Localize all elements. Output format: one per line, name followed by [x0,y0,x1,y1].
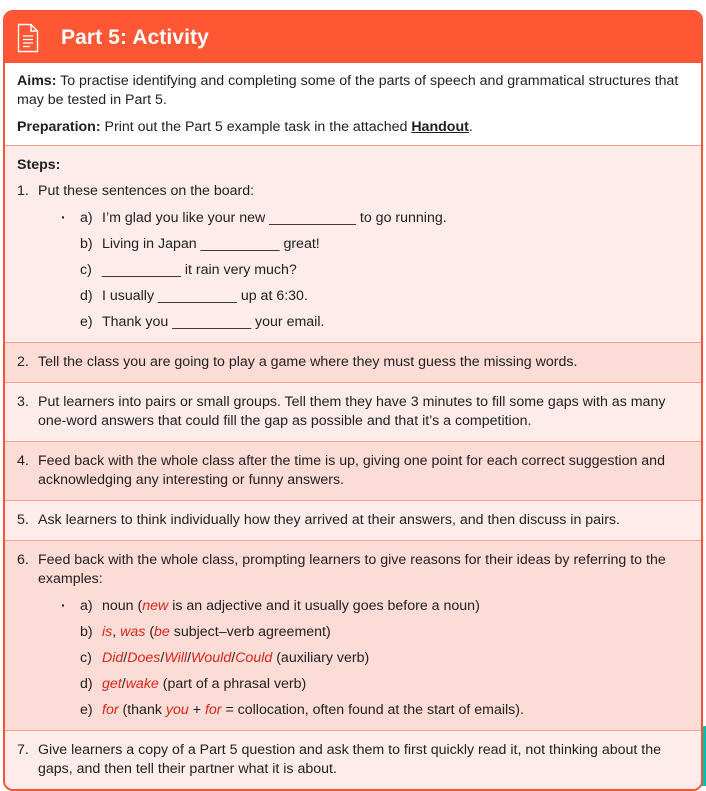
answer-word: for [102,702,119,718]
step-text: Ask learners to think individually how they arrived at their answers, and then discuss in pairs. [38,512,620,528]
card-title: Part 5: Activity [61,25,209,49]
preparation-paragraph [17,118,689,137]
aims-paragraph [17,72,689,110]
step-text: Feed back with the whole class after the time is up, giving one point for each correct suggestion and acknowledging any interesting or funny answers. [38,453,665,488]
sentence-item [80,209,689,228]
step-row-5 [5,500,701,540]
sentence-text: I usually __________ up at 6:30. [102,288,308,304]
answer-letter: b) [80,624,93,640]
answer-item [80,623,689,642]
answer-word: wake [125,676,159,692]
step-text: Feed back with the whole class, prompting learners to give reasons for their ideas by referring to the examples: [38,552,666,587]
answer-word: was [120,624,146,640]
bullet: · [61,210,66,226]
answer-item [80,701,689,720]
activity-card [3,10,703,791]
answer-explanation: / [123,650,128,666]
document-icon [17,23,39,53]
step-number: 7. [17,742,29,758]
step-row-1 [5,145,701,342]
answer-explanation: / [160,650,165,666]
step-text: Put learners into pairs or small groups. Tell them they have 3 minutes to fill some gaps with as many one-word answers that could fill the gap as possible and that it’s a competition. [38,394,666,429]
answer-explanation: + [188,702,205,718]
step-number: 5. [17,512,29,528]
sentence-item [80,313,689,332]
answer-word: is [102,624,113,640]
answer-explanation: / [121,676,126,692]
step-text: Give learners a copy of a Part 5 question and ask them to first quickly read it, not thinking about the gaps, and then tell their partner what it is about. [38,742,662,777]
answer-word: for [204,702,222,718]
answer-text [102,623,331,642]
sentence-item [80,235,689,254]
answer-letter: a) [80,598,93,614]
step-number: 2. [17,354,29,370]
preparation-label: Preparation: [17,119,101,135]
sentence-item [80,261,689,280]
answer-letter: d) [80,676,93,692]
answer-word: Would [191,650,232,666]
answer-explanation: (thank [118,702,166,718]
step-row-2 [5,342,701,382]
answer-explanation: (auxiliary verb) [272,650,370,666]
sentence-list [38,209,689,332]
step-text: Put these sentences on the board: [38,183,255,199]
step-row-6 [5,540,701,730]
intro-section [5,63,701,145]
answer-word: Will [164,650,188,666]
answer-word: Did [102,650,124,666]
bullet: · [61,598,66,614]
step-number: 6. [17,552,29,568]
answer-explanation: , [112,624,121,640]
answer-letter: e) [80,702,93,718]
answer-text [102,649,369,668]
step-row-4 [5,441,701,500]
answer-explanation: is an adjective and it usually goes before a noun) [168,598,480,614]
answer-explanation: subject–verb agreement) [169,624,331,640]
answer-explanation: / [187,650,192,666]
sentence-letter: c) [80,262,92,278]
sentence-letter: e) [80,314,93,330]
answer-text [102,701,524,720]
preparation-text: Print out the Part 5 example task in the attached [100,119,412,135]
steps-heading: Steps: [17,157,61,173]
answer-word: be [154,624,170,640]
answer-explanation: ( [145,624,155,640]
preparation-end: . [468,119,473,135]
step-1 [17,182,689,332]
handout-link[interactable]: Handout [411,119,469,135]
sentence-text: Thank you __________ your email. [102,314,325,330]
aims-label: Aims: [17,73,57,89]
answer-explanation: / [231,650,236,666]
step-row-7 [5,730,701,789]
sentence-letter: a) [80,210,93,226]
step-number: 4. [17,453,29,469]
sentence-item [80,287,689,306]
answer-item [80,675,689,694]
answer-item [80,649,689,668]
answer-explanation: (part of a phrasal verb) [158,676,307,692]
answer-explanation: noun ( [102,598,143,614]
sentence-letter: d) [80,288,93,304]
card-header [5,12,701,63]
answer-word: Does [127,650,161,666]
sentence-text: I’m glad you like your new ___________ to go running. [102,210,447,226]
answer-text [102,597,480,616]
step-text: Tell the class you are going to play a game where they must guess the missing words. [38,354,578,370]
answer-word: Could [235,650,273,666]
answer-item [80,597,689,616]
step-number: 1. [17,183,29,199]
step-row-3 [5,382,701,441]
sentence-text: __________ it rain very much? [102,262,297,278]
answer-word: new [142,598,169,614]
step-number: 3. [17,394,29,410]
answer-text [102,675,306,694]
answers-list [38,597,689,720]
sentence-letter: b) [80,236,93,252]
aims-text: To practise identifying and completing some of the parts of speech and grammatical structures that may be tested in Part 5. [17,73,679,108]
sentence-text: Living in Japan __________ great! [102,236,320,252]
answer-explanation: = collocation, often found at the start of emails). [221,702,524,718]
answer-word: you [165,702,189,718]
answer-word: get [102,676,122,692]
answer-letter: c) [80,650,92,666]
